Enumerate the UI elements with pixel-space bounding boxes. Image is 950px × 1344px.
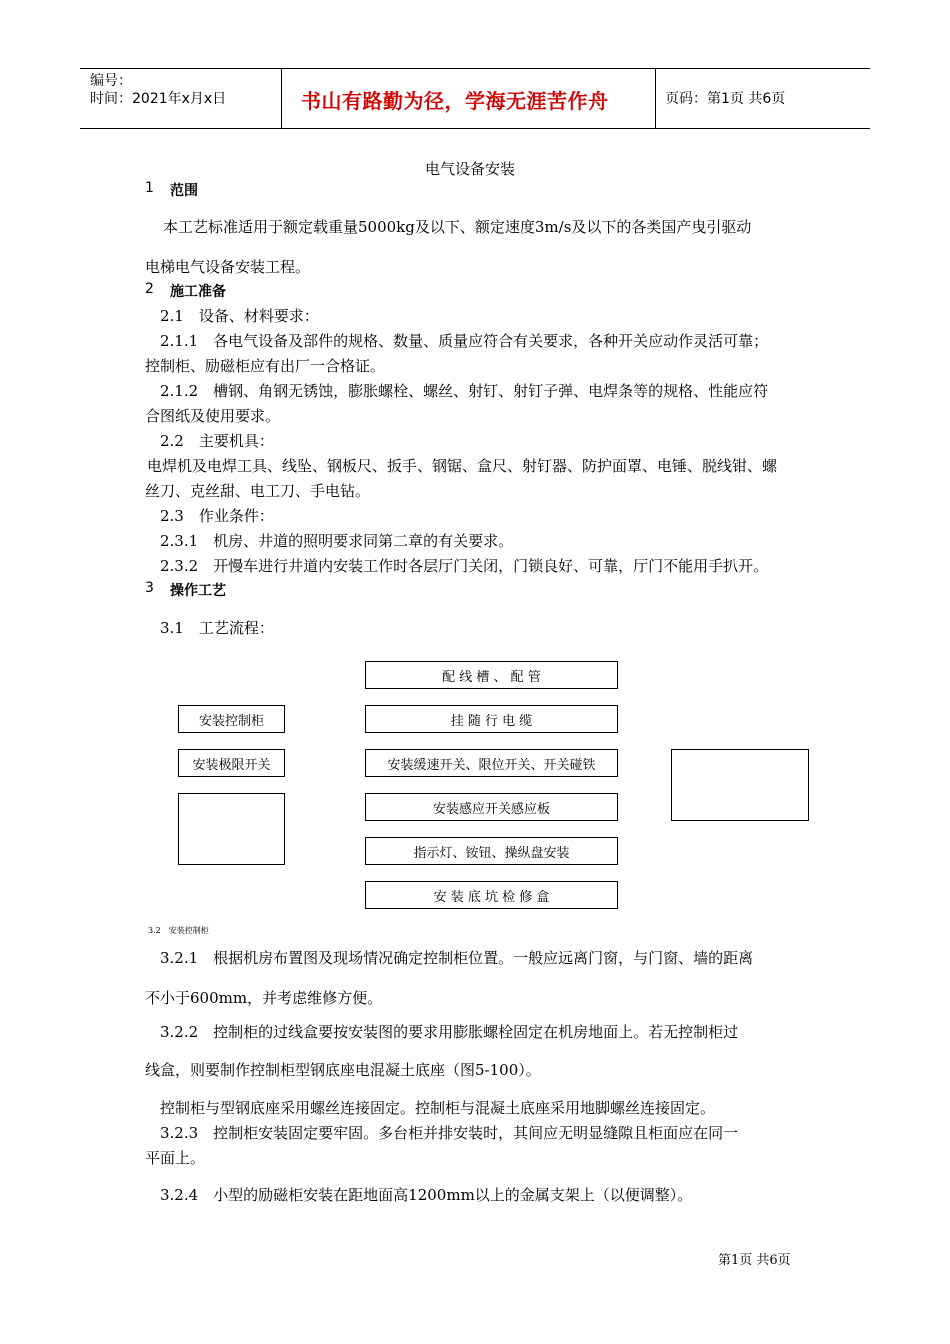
section-3-number: 3 bbox=[145, 580, 154, 596]
flow-left-box-1: 安装控制柜 bbox=[178, 705, 285, 733]
section-2-1: 2.1 设备、材料要求： bbox=[160, 307, 319, 325]
section-1-title: 范围 bbox=[170, 183, 198, 199]
section-3-2-3-line1: 3.2.3 控制柜安装固定要牢固。多台柜并排安装时，其间应无明显缝隙且柜面应在同一 bbox=[160, 1124, 739, 1142]
header-bottom-border bbox=[80, 128, 870, 129]
section-3-2-2-line1: 3.2.2 控制柜的过线盒要按安装图的要求用膨胀螺栓固定在机房地面上。若无控制柜过 bbox=[160, 1023, 739, 1041]
section-2-3-1: 2.3.1 机房、井道的照明要求同第二章的有关要求。 bbox=[160, 532, 514, 550]
section-1-para-line1: 本工艺标准适用于额定载重量5000kg及以下、额定速度3m/s及以下的各类国产曳引驱动 bbox=[163, 218, 752, 236]
header-divider-left bbox=[281, 68, 282, 129]
section-2-2-line2: 丝刀、克丝甜、电工刀、手电钻。 bbox=[145, 482, 371, 500]
section-2-title: 施工准备 bbox=[170, 284, 226, 300]
section-2-1-1-line1: 2.1.1 各电气设备及部件的规格、数量、质量应符合有关要求，各种开关应动作灵活可靠； bbox=[160, 332, 769, 350]
section-2-1-1-line2: 控制柜、励磁柜应有出厂一合格证。 bbox=[145, 357, 386, 375]
header-top-border bbox=[80, 68, 870, 69]
flow-left-box-3 bbox=[178, 793, 285, 865]
flow-center-box-1: 配 线 槽 、 配 管 bbox=[365, 661, 618, 689]
flow-left-box-2: 安装极限开关 bbox=[178, 749, 285, 777]
flow-center-box-4: 安装感应开关感应板 bbox=[365, 793, 618, 821]
header-page-label: 页码：第1页 共6页 bbox=[665, 91, 786, 107]
section-1-number: 1 bbox=[145, 180, 154, 196]
section-2-3: 2.3 作业条件： bbox=[160, 507, 274, 525]
section-3-2-1-line2: 不小于600mm，并考虑维修方便。 bbox=[145, 989, 383, 1007]
section-1-para-line2: 电梯电气设备安装工程。 bbox=[145, 258, 311, 276]
flow-center-box-5: 指示灯、铵钮、操纵盘安装 bbox=[365, 837, 618, 865]
section-3-2-small-label: 3.2 安装控制柜 bbox=[148, 926, 209, 935]
section-3-2-2-line3: 控制柜与型钢底座采用螺丝连接固定。控制柜与混凝土底座采用地脚螺丝连接固定。 bbox=[160, 1099, 716, 1117]
section-3-1: 3.1 工艺流程： bbox=[160, 619, 274, 637]
flow-center-box-3: 安装缓速开关、限位开关、开关碰铁 bbox=[365, 749, 618, 777]
section-3-title: 操作工艺 bbox=[170, 583, 226, 599]
section-2-number: 2 bbox=[145, 281, 154, 297]
flow-center-box-6: 安 装 底 坑 检 修 盒 bbox=[365, 881, 618, 909]
section-2-1-2-line1: 2.1.2 槽钢、角钢无锈蚀，膨胀螺栓、螺丝、射钉、射钉子弹、电焊条等的规格、性能应符 bbox=[160, 382, 769, 400]
header-motto: 书山有路勤为径，学海无涯苦作舟 bbox=[301, 89, 609, 113]
section-2-1-2-line2: 合图纸及使用要求。 bbox=[145, 407, 281, 425]
header-time-label: 时间：2021年x月x日 bbox=[90, 91, 227, 107]
document-title: 电气设备安装 bbox=[425, 160, 516, 178]
section-2-2-line1: 电焊机及电焊工具、线坠、钢板尺、扳手、钢锯、盒尺、射钉器、防护面罩、电锤、脱线钳、螺 bbox=[147, 457, 778, 475]
section-2-2: 2.2 主要机具： bbox=[160, 432, 274, 450]
header-number-label: 编号： bbox=[90, 73, 132, 89]
header-divider-right bbox=[655, 68, 656, 129]
flow-center-box-2: 挂 随 行 电 缆 bbox=[365, 705, 618, 733]
section-3-2-1-line1: 3.2.1 根据机房布置图及现场情况确定控制柜位置。一般应远离门窗，与门窗、墙的距离 bbox=[160, 949, 754, 967]
section-2-3-2: 2.3.2 开慢车进行井道内安装工作时各层厅门关闭，门锁良好、可靠，厅门不能用手扒开。 bbox=[160, 557, 769, 575]
flow-right-box-1 bbox=[671, 749, 809, 821]
section-3-2-4: 3.2.4 小型的励磁柜安装在距地面高1200mm以上的金属支架上（以便调整）。 bbox=[160, 1186, 693, 1204]
section-3-2-3-line2: 平面上。 bbox=[145, 1149, 206, 1167]
section-3-2-2-line2: 线盒，则要制作控制柜型钢底座电混凝土底座（图5-100）。 bbox=[145, 1061, 541, 1079]
footer-page-number: 第1页 共6页 bbox=[718, 1253, 791, 1268]
